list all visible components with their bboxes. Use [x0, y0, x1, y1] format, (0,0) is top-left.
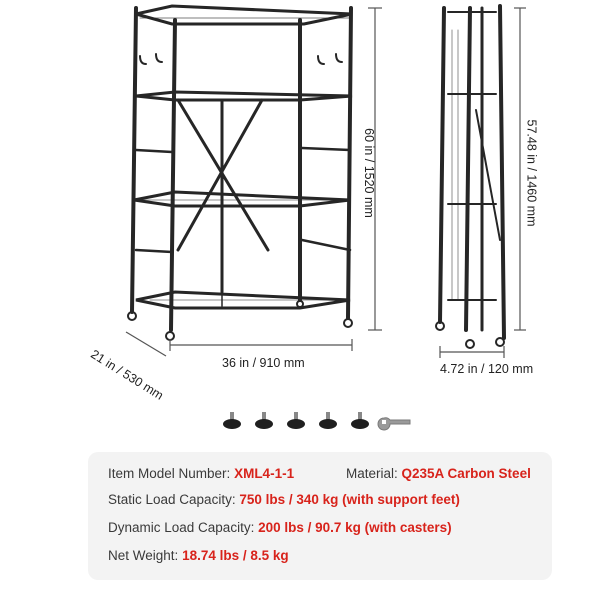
static-load-label: Static Load Capacity:: [108, 492, 236, 507]
material-line: [346, 466, 531, 481]
model-number-line: [108, 466, 294, 481]
model-number-value: XML4-1-1: [234, 466, 295, 481]
support-foot-icon: [255, 412, 273, 429]
wrench-icon: [378, 418, 410, 430]
folded-thickness-label: 4.72 in / 120 mm: [440, 362, 534, 376]
material-value: Q235A Carbon Steel: [401, 466, 531, 481]
height-unfolded-label: 60 in / 1520 mm: [361, 128, 376, 218]
unfolded-shelf-drawing: [128, 6, 352, 340]
net-weight-label: Net Weight:: [108, 548, 179, 563]
model-number-label: Item Model Number:: [108, 466, 231, 481]
support-foot-icon: [351, 412, 369, 429]
dynamic-load-line: [108, 520, 452, 535]
material-label: Material:: [346, 466, 398, 481]
static-load-line: [108, 492, 460, 507]
accessories-row: [223, 412, 410, 430]
net-weight-line: [108, 548, 289, 563]
dynamic-load-label: Dynamic Load Capacity:: [108, 520, 255, 535]
width-label: 36 in / 910 mm: [222, 356, 305, 370]
net-weight-value: 18.74 lbs / 8.5 kg: [182, 548, 289, 563]
dynamic-load-value: 200 lbs / 90.7 kg (with casters): [258, 520, 452, 535]
static-load-value: 750 lbs / 340 kg (with support feet): [239, 492, 460, 507]
support-foot-icon: [319, 412, 337, 429]
support-foot-icon: [287, 412, 305, 429]
folded-shelf-drawing: [436, 6, 504, 348]
depth-label: 21 in / 530 mm: [88, 347, 166, 403]
support-foot-icon: [223, 412, 241, 429]
specifications-panel: [88, 452, 552, 580]
height-folded-label: 57.48 in / 1460 mm: [524, 119, 539, 227]
